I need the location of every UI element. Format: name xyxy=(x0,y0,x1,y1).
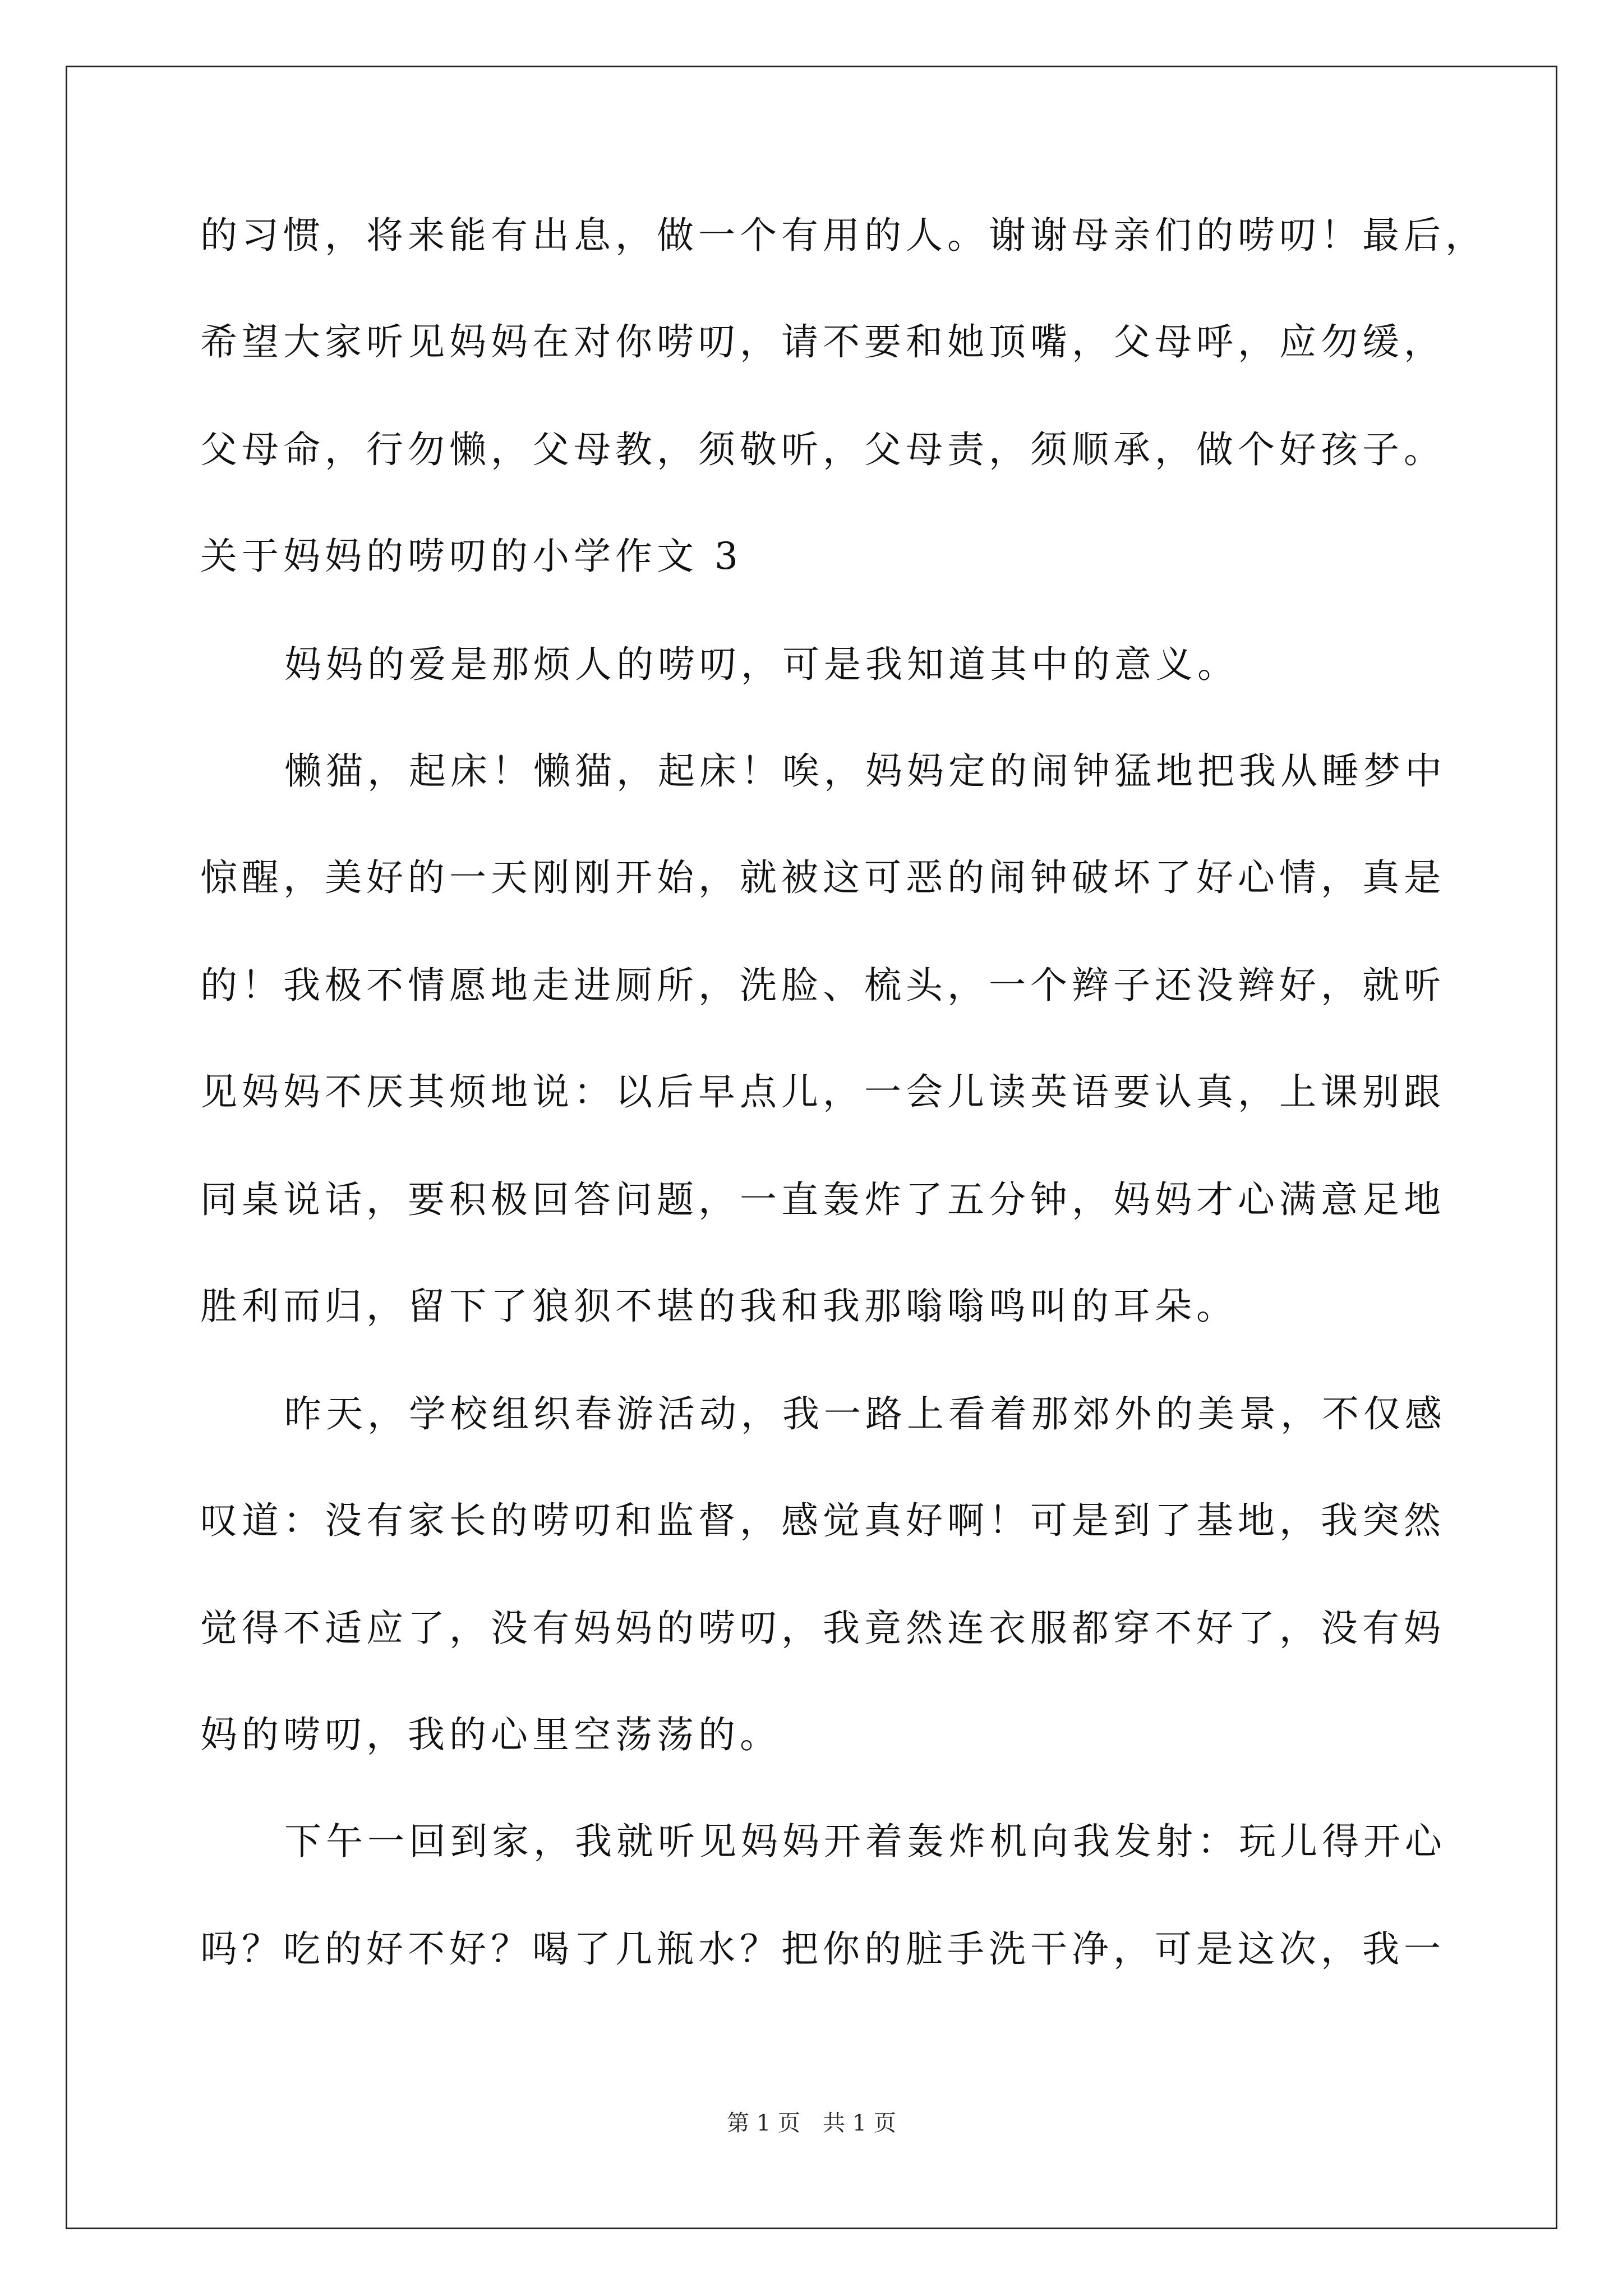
text-line: 同桌说话，要积极回答问题，一直轰炸了五分钟，妈妈才心满意足地 xyxy=(200,1178,1445,1221)
page-number-footer: 第 1 页 共 1 页 xyxy=(727,2110,896,2136)
text-line: 觉得不适应了，没有妈妈的唠叨，我竟然连衣服都穿不好了，没有妈 xyxy=(200,1607,1445,1650)
text-line: 父母命，行勿懒，父母教，须敬听，父母责，须顺承，做个好孩子。 xyxy=(200,428,1445,471)
text-line: 妈妈的爱是那烦人的唠叨，可是我知道其中的意义。 xyxy=(284,643,1239,686)
section-heading: 关于妈妈的唠叨的小学作文 3 xyxy=(200,535,743,578)
text-line: 吗？吃的好不好？喝了几瓶水？把你的脏手洗干净，可是这次，我一 xyxy=(200,1927,1445,1971)
page-border xyxy=(66,66,1557,2229)
text-line: 见妈妈不厌其烦地说：以后早点儿，一会儿读英语要认真，上课别跟 xyxy=(200,1070,1445,1114)
text-line: 惊醒，美好的一天刚刚开始，就被这可恶的闹钟破坏了好心情，真是 xyxy=(200,856,1445,899)
text-line: 昨天，学校组织春游活动，我一路上看着那郊外的美景，不仅感 xyxy=(284,1392,1446,1435)
text-line: 妈的唠叨，我的心里空荡荡的。 xyxy=(200,1713,781,1756)
text-line: 的习惯，将来能有出息，做一个有用的人。谢谢母亲们的唠叨！最后， xyxy=(200,214,1487,257)
text-line: 的！我极不情愿地走进厕所，洗脸、梳头，一个辫子还没辫好，就听 xyxy=(200,964,1445,1007)
text-line: 叹道：没有家长的唠叨和监督，感觉真好啊！可是到了基地，我突然 xyxy=(200,1499,1445,1542)
text-line: 下午一回到家，我就听见妈妈开着轰炸机向我发射：玩儿得开心 xyxy=(284,1820,1446,1863)
text-line: 懒猫，起床！懒猫，起床！唉，妈妈定的闹钟猛地把我从睡梦中 xyxy=(284,749,1446,793)
text-line: 胜利而归，留下了狼狈不堪的我和我那嗡嗡鸣叫的耳朵。 xyxy=(200,1285,1238,1328)
text-line: 希望大家听见妈妈在对你唠叨，请不要和她顶嘴，父母呼，应勿缓， xyxy=(200,320,1445,364)
